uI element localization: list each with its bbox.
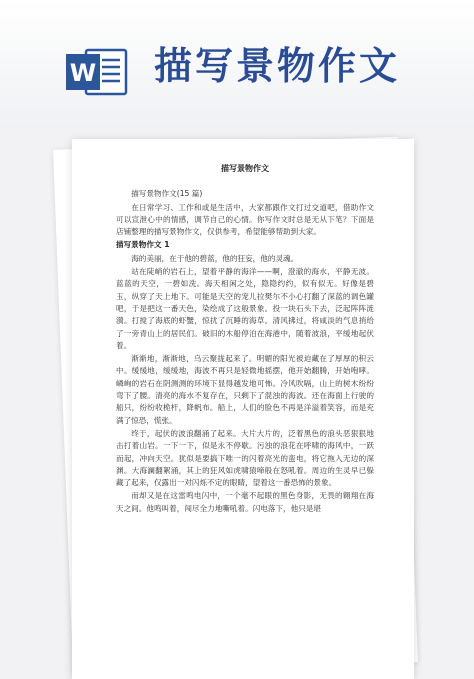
word-logo-letter: W <box>69 59 97 87</box>
header-banner <box>0 0 474 128</box>
section-heading: 描写景物作文 1 <box>116 240 170 250</box>
document-page <box>72 139 414 679</box>
body-paragraph: 渐渐地，渐渐地，乌云聚拢起来了。明媚的阳光被迫藏在了厚厚的积云中。缓缓地，缓缓地，海波不再只是轻微地摇摆，他开始翻腾，开始咆哮。嶙峋的岩石在阴测测的环境下显得越发地可怖。冷风吹嗝，山上的树木纷纷弯下了腰。清亮的海水不复存在，只剩下了混浊的海波。还在海面上行驶的船只，纷纷收桅杆，降帆布。船上，人们的脸色不再是洋溢着笑容，而是充满了惊恐，慌张。 <box>116 354 374 425</box>
body-paragraph: 站在陡峭的岩石上，望着平静的海洋——啊，澄澈的海水，平静无波。蓝蓝的天空，一碧如洗。海天相闲之处，隐隐约约，似有似无。好像是碧玉，纵穿了天上地下。可能是天空的宠儿拉樊尔不小心打翻了深蓝的调色罐吧，于是把这一番天色，染绘成了这般景象。投一块石头下去，泛起阵阵涟漪。打搅了海底的虾蟹，惊扰了沉睡的海草。清风拂过，将咸淡的气息捎给了一旁青山上的居民们。破旧的木船停泊在海港中，随着波浪，平缓地起伏着。 <box>116 267 374 350</box>
body-paragraph: 而却又是在这雷鸣电闪中，一个毫不起眼的黑色身影，无畏的翱翔在海天之间。他鸣叫着，闯尽全力地嘶吼着。闪电落下，他只是堪 <box>116 491 374 513</box>
intro-paragraph: 在日常学习、工作和或是生活中，大家都跟作文打过交道吧，借助作文可以宣泄心中的情感，调节自己的心情。你写作文时总是无从下笔？下面是店铺整理的描写景物作文，仅供参考，希望能够帮助到大家。 <box>116 202 374 237</box>
document-subtitle: 描写景物作文(15 篇) <box>131 189 203 199</box>
word-logo-icon <box>64 44 128 100</box>
body-paragraph: 终于，起伏的波浪翻涌了起来。大片大片的，泛着黑色的浪头恶狠狠地击打着山岩。一下一下，似是永不停歇。污浊的浪花在呼啸的海风中，一跃而起，冲向天空。犹似是要搞下唯一的闪着亮光的蛮电，将它拖入无边的深渊。大海澜翻絮涌，其上的狂风如虎啸猿啼般在怒吼着。周边的生灵早已躲藏了起来，仅露出一对闪烁不定的眼睛，望着这一番恐怖的景象。 <box>116 428 374 488</box>
document-title: 描写景物作文 <box>221 164 269 173</box>
document-body <box>116 163 374 516</box>
banner-title: 描写景物作文 <box>154 44 401 88</box>
body-paragraph: 海的美丽，在于他的碧蓝，他的狂妄，他的灵魂。 <box>131 253 299 263</box>
